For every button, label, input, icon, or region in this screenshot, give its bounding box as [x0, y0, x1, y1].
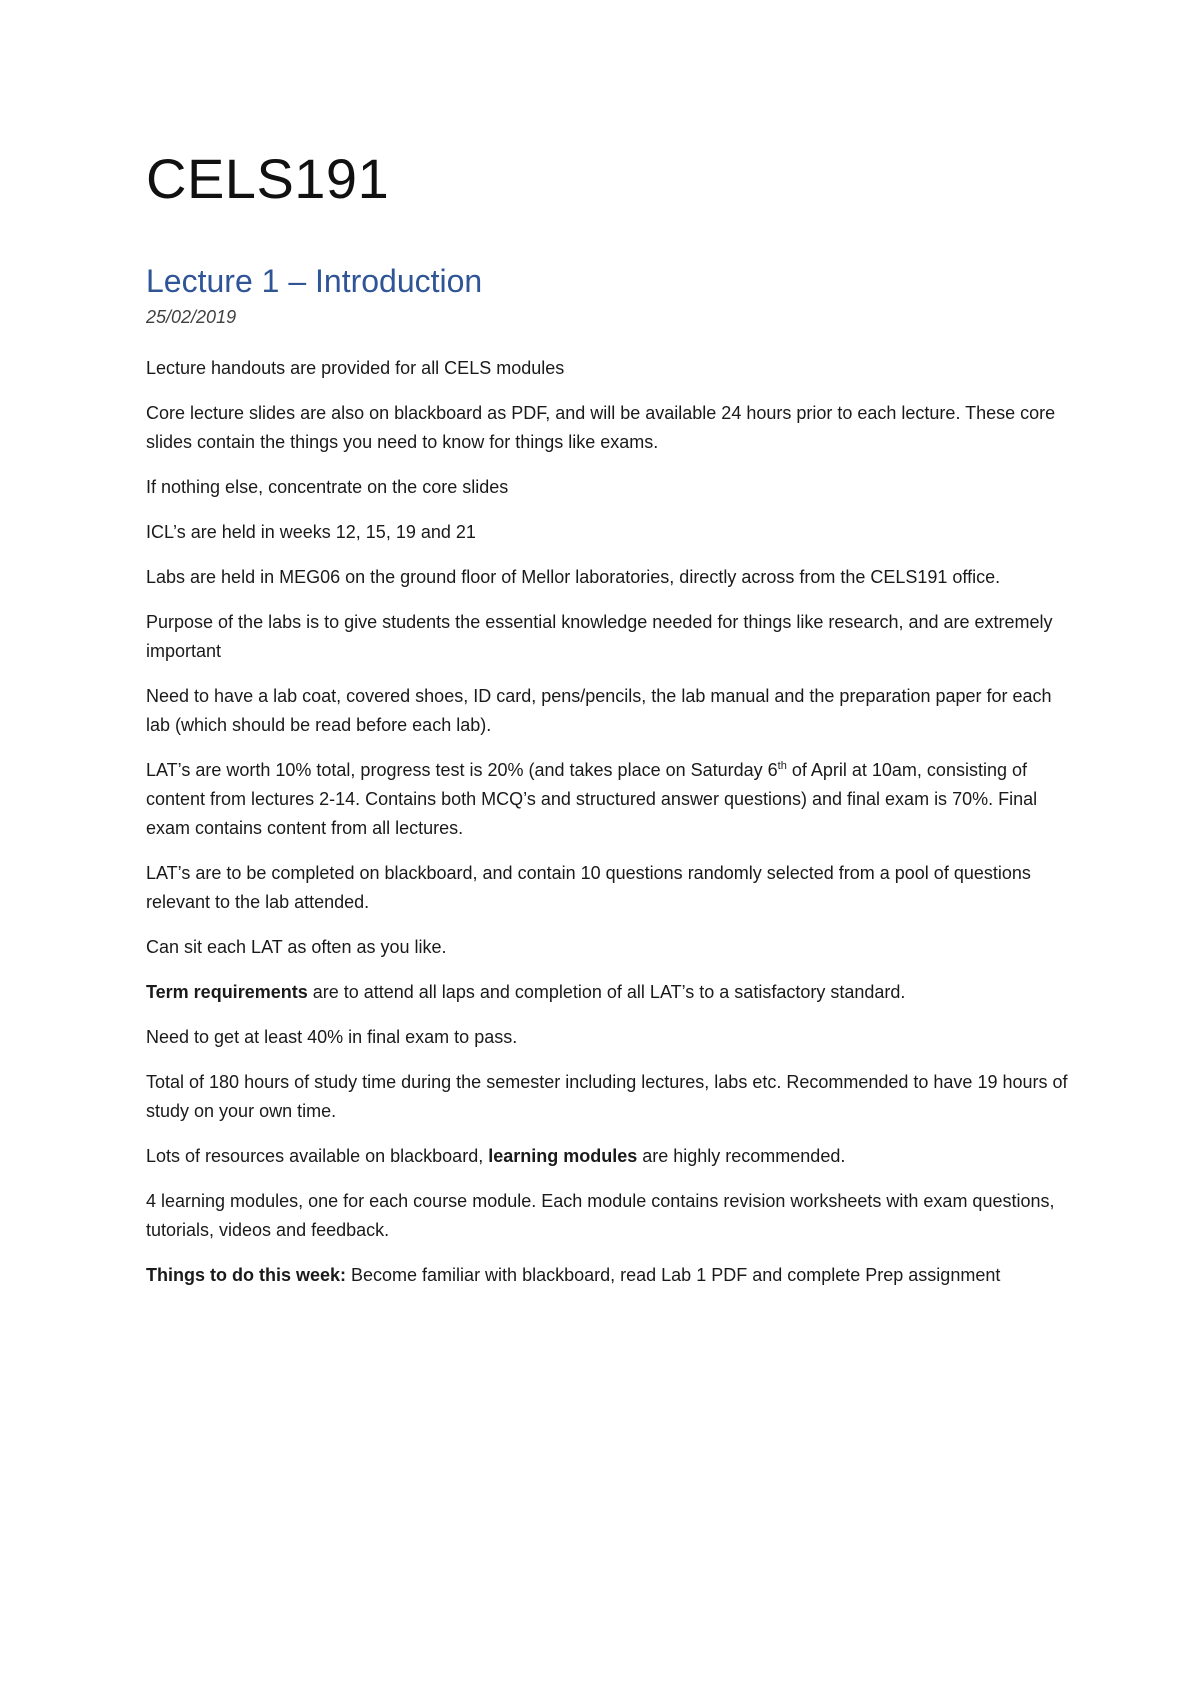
lecture-date: 25/02/2019 — [146, 307, 237, 327]
resources-text-end: are highly recommended. — [637, 1146, 846, 1166]
document-title: CELS191 — [146, 147, 390, 210]
term-requirements-text: are to attend all laps and completion of all LAT’s to a satisfactory standard. — [307, 982, 906, 1002]
paragraph-resources — [146, 1142, 1076, 1171]
lecture-heading: Lecture 1 – Introduction — [146, 263, 483, 299]
paragraph-pass-mark: Need to get at least 40% in final exam to pass. — [146, 1027, 518, 1047]
paragraph-study-hours: Total of 180 hours of study time during the semester including lectures, labs etc. Recommended to have 19 hours of study on your own time. — [146, 1072, 1068, 1121]
term-requirements-label: Term requirements — [146, 982, 308, 1002]
paragraph-icl-weeks: ICL’s are held in weeks 12, 15, 19 and 21 — [146, 522, 476, 542]
paragraph-todo-this-week — [146, 1261, 1076, 1290]
assessment-text-start: LAT’s are worth 10% total, progress test is 20% (and takes place on Saturday 6 — [146, 760, 778, 780]
learning-modules-label: learning modules — [488, 1146, 638, 1166]
paragraph-lat-details: LAT’s are to be completed on blackboard, and contain 10 questions randomly selected from a pool of questions relevant to the lab attended. — [146, 863, 1031, 912]
todo-text: Become familiar with blackboard, read Lab 1 PDF and complete Prep assignment — [346, 1265, 1001, 1285]
paragraph-concentrate: If nothing else, concentrate on the core slides — [146, 477, 509, 497]
paragraph-lab-purpose: Purpose of the labs is to give students the essential knowledge needed for things like research, and are extremely important — [146, 612, 1053, 661]
paragraph-lat-retakes: Can sit each LAT as often as you like. — [146, 937, 447, 957]
paragraph-core-slides: Core lecture slides are also on blackboard as PDF, and will be available 24 hours prior to each lecture. These core slides contain the things you need to know for things like exams. — [146, 403, 1056, 452]
todo-label: Things to do this week: — [146, 1265, 347, 1285]
paragraph-lab-requirements: Need to have a lab coat, covered shoes, ID card, pens/pencils, the lab manual and the preparation paper for each lab (which should be read before each lab). — [146, 686, 1052, 735]
lecture-notes-body — [146, 354, 1080, 1290]
assessment-text-end: of April at 10am, consisting of content from lectures 2-14. Contains both MCQ’s and structured answer questions) and final exam is 70%. Final exam contains content from all lectures. — [146, 760, 1038, 838]
paragraph-handouts: Lecture handouts are provided for all CELS modules — [146, 358, 565, 378]
ordinal-suffix: th — [777, 760, 787, 772]
paragraph-learning-modules: 4 learning modules, one for each course module. Each module contains revision worksheets with exam questions, tutorials, videos and feedback. — [146, 1191, 1055, 1240]
paragraph-term-requirements — [146, 978, 1076, 1007]
paragraph-lab-location: Labs are held in MEG06 on the ground floor of Mellor laboratories, directly across from the CELS191 office. — [146, 567, 1001, 587]
paragraph-assessment-weights — [146, 756, 1076, 843]
resources-text-start: Lots of resources available on blackboard, — [146, 1146, 489, 1166]
